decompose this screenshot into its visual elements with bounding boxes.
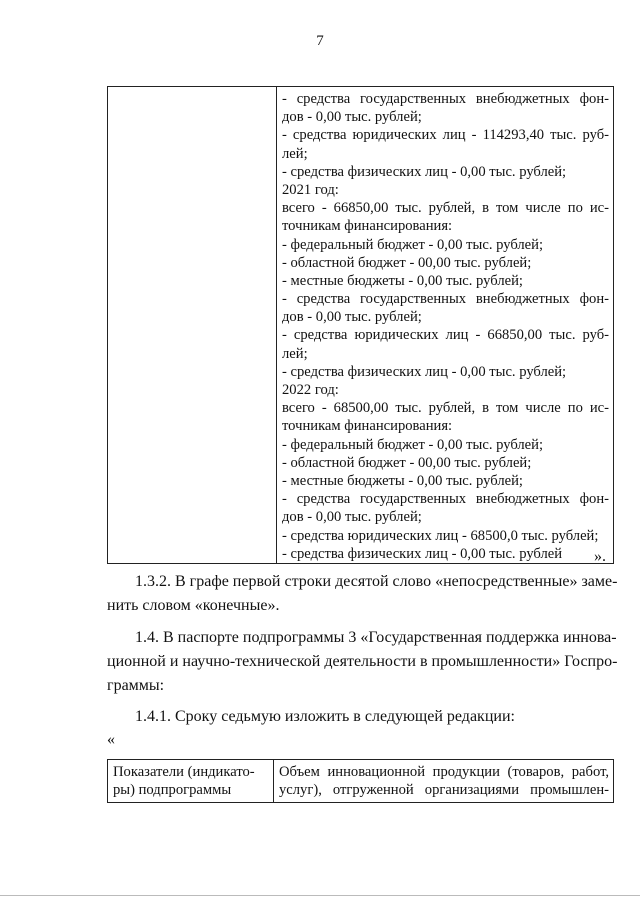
opening-quote: « [107,731,115,748]
paragraph-line: граммы: [107,677,165,694]
table-line: - средства юридических лиц - 114293,40 тыс. руб- [282,127,609,144]
table-line: Показатели (индикато- [113,764,255,780]
closing-quote: ». [594,548,606,565]
table-line: 2022 год: [282,382,339,398]
table-line: Объем инновационной продукции (товаров, работ, [279,764,609,780]
table-line: - средства государственных внебюджетных фон- [282,491,609,508]
table-line: лей; [282,145,308,162]
paragraph-1-4 [107,626,618,698]
table-line: - областной бюджет - 00,00 тыс. рублей; [282,254,532,271]
table-line: точникам финансирования: [282,418,453,435]
paragraph-line: 1.4. В паспорте подпрограммы 3 «Государственная поддержка иннова- [135,629,617,646]
paragraph-line: нить словом «конечные». [107,597,280,614]
table-line: всего - 68500,00 тыс. рублей, в том числе по ис- [282,400,609,417]
paragraph-1-3-2 [107,570,618,618]
paragraph-1-4-1 [107,705,610,729]
table-line: - средства физических лиц - 0,00 тыс. рублей [282,545,563,562]
table-line: - местные бюджеты - 0,00 тыс. рублей; [282,472,523,489]
table-line: услуг), отгруженной организациями промышлен- [279,782,609,799]
table-left-cell [108,87,277,564]
table-line: - федеральный бюджет - 0,00 тыс. рублей; [282,436,544,453]
table-line: 2021 год: [282,181,339,198]
indicators-value-cell [274,760,614,803]
indicators-label-cell [108,760,274,803]
paragraph-line: 1.3.2. В графе первой строки десятой слово «непосредственные» заме- [135,573,618,590]
indicators-table [107,759,614,803]
table-line: - местные бюджеты - 0,00 тыс. рублей; [282,272,523,289]
table-line: - средства юридических лиц - 66850,00 тыс. руб- [282,327,609,344]
table-line: ры) подпрограммы [113,782,232,799]
paragraph-line: 1.4.1. Сроку седьмую изложить в следующей редакции: [135,708,515,725]
table-line: лей; [282,345,308,362]
table-line: дов - 0,00 тыс. рублей; [282,109,422,126]
page-number: 7 [316,33,324,49]
table-line: всего - 66850,00 тыс. рублей, в том числе по ис- [282,200,609,217]
table-line: - средства юридических лиц - 68500,0 тыс. рублей; [282,527,599,544]
table-right-cell [277,87,614,564]
table-line: - областной бюджет - 00,00 тыс. рублей; [282,454,532,471]
page-edge [0,895,640,896]
table-line: - средства физических лиц - 0,00 тыс. рублей; [282,163,567,180]
table-line: - средства государственных внебюджетных фон- [282,91,609,107]
budget-table [107,86,614,564]
table-line: - средства физических лиц - 0,00 тыс. рублей; [282,363,567,380]
table-line: точникам финансирования: [282,218,453,235]
table-line: - средства государственных внебюджетных фон- [282,291,609,308]
table-line: дов - 0,00 тыс. рублей; [282,309,422,326]
table-line: дов - 0,00 тыс. рублей; [282,509,422,526]
paragraph-line: ционной и научно-технической деятельности в промышленности» Госпро- [107,653,618,670]
table-line: - федеральный бюджет - 0,00 тыс. рублей; [282,236,544,253]
